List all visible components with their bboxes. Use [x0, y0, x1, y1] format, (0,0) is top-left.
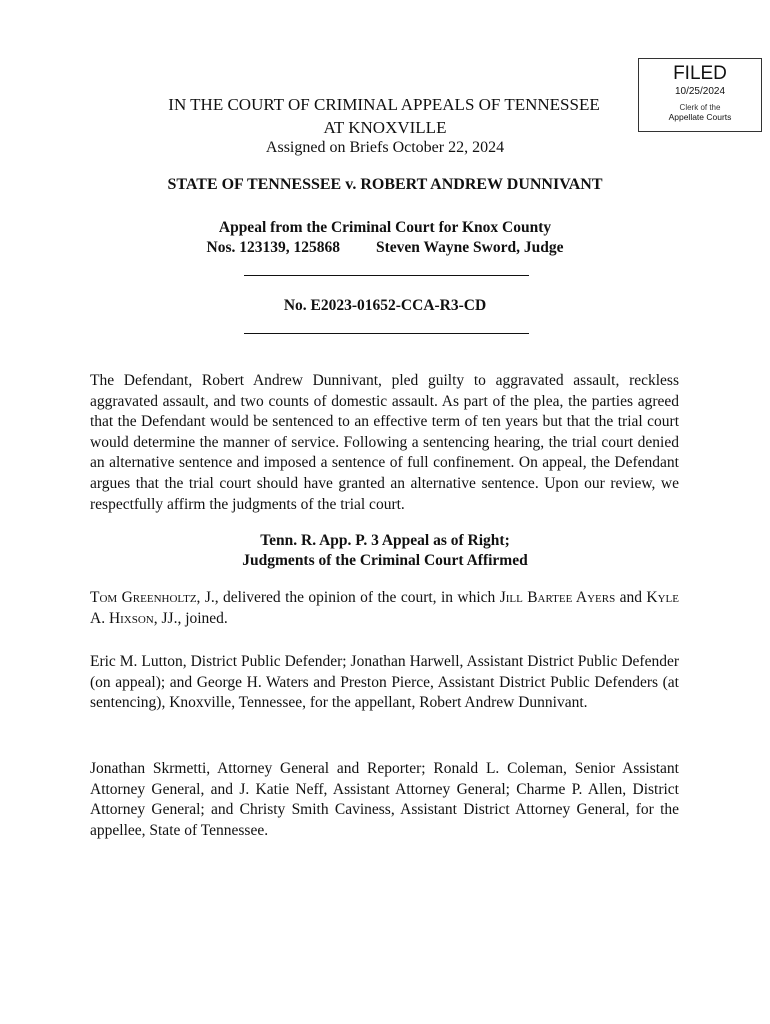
divider-bottom	[244, 333, 529, 334]
joining-judge-1: Jill Bartee Ayers	[499, 589, 616, 606]
court-name: IN THE COURT OF CRIMINAL APPEALS OF TENNESSEE	[168, 95, 600, 114]
docket-number: No. E2023-01652-CCA-R3-CD	[283, 297, 487, 314]
disposition-line1: Tenn. R. App. P. 3 Appeal as of Right;	[260, 532, 510, 549]
appellant-counsel: Eric M. Lutton, District Public Defender; Jonathan Harwell, Assistant District Public Defender (on appeal); and George H. Waters and Preston Pierce, Assistant District Public Defenders (at sentencing), Knoxville, Tennessee, for the appellant, Robert Andrew Dunnivant.	[90, 653, 679, 712]
opinion-text-joined: , JJ., joined.	[153, 609, 228, 627]
assigned-date: Assigned on Briefs October 22, 2024	[265, 139, 505, 156]
case-numbers-line	[0, 239, 770, 257]
trial-judge: Steven Wayne Sword, Judge	[376, 239, 564, 256]
disposition-line2: Judgments of the Criminal Court Affirmed	[242, 552, 528, 569]
opinion-authorship	[90, 588, 679, 629]
appellee-counsel: Jonathan Skrmetti, Attorney General and Reporter; Ronald L. Coleman, Senior Assistant Attorney General, and J. Katie Neff, Assistant Attorney General; Charme P. Allen, District Attorney General; and Christy Smith Caviness, Assistant District Attorney General, for the appellee, State of Tennessee.	[90, 760, 679, 839]
appeal-from: Appeal from the Criminal Court for Knox County	[218, 219, 552, 236]
opinion-text-and: and	[615, 589, 647, 606]
opinion-text: , J., delivered the opinion of the court, in which	[196, 589, 500, 606]
trial-case-numbers: Nos. 123139, 125868	[206, 239, 340, 256]
court-location: AT KNOXVILLE	[323, 118, 447, 137]
filed-stamp-title: FILED	[673, 63, 727, 84]
divider-top	[244, 275, 529, 276]
filed-stamp-date: 10/25/2024	[674, 86, 726, 97]
case-title: STATE OF TENNESSEE v. ROBERT ANDREW DUNNIVANT	[167, 176, 603, 193]
authoring-judge: Tom Greenholtz	[90, 589, 197, 606]
filed-stamp-courts: Appellate Courts	[668, 112, 732, 122]
joining-judge-2: Kyle A. Hixson	[90, 589, 679, 627]
filed-stamp-clerk: Clerk of the	[679, 103, 721, 112]
case-summary: The Defendant, Robert Andrew Dunnivant, pled guilty to aggravated assault, reckless aggravated assault, and two counts of domestic assault. As part of the plea, the parties agreed that the Defendant would be sentenced to an effective term of ten years but that the trial court would determine the manner of service. Following a sentencing hearing, the trial court denied an alternative sentence and imposed a sentence of full confinement. On appeal, the Defendant argues that the trial court should have granted an alternative sentence. Upon our review, we respectfully affirm the judgments of the trial court.	[90, 372, 679, 513]
